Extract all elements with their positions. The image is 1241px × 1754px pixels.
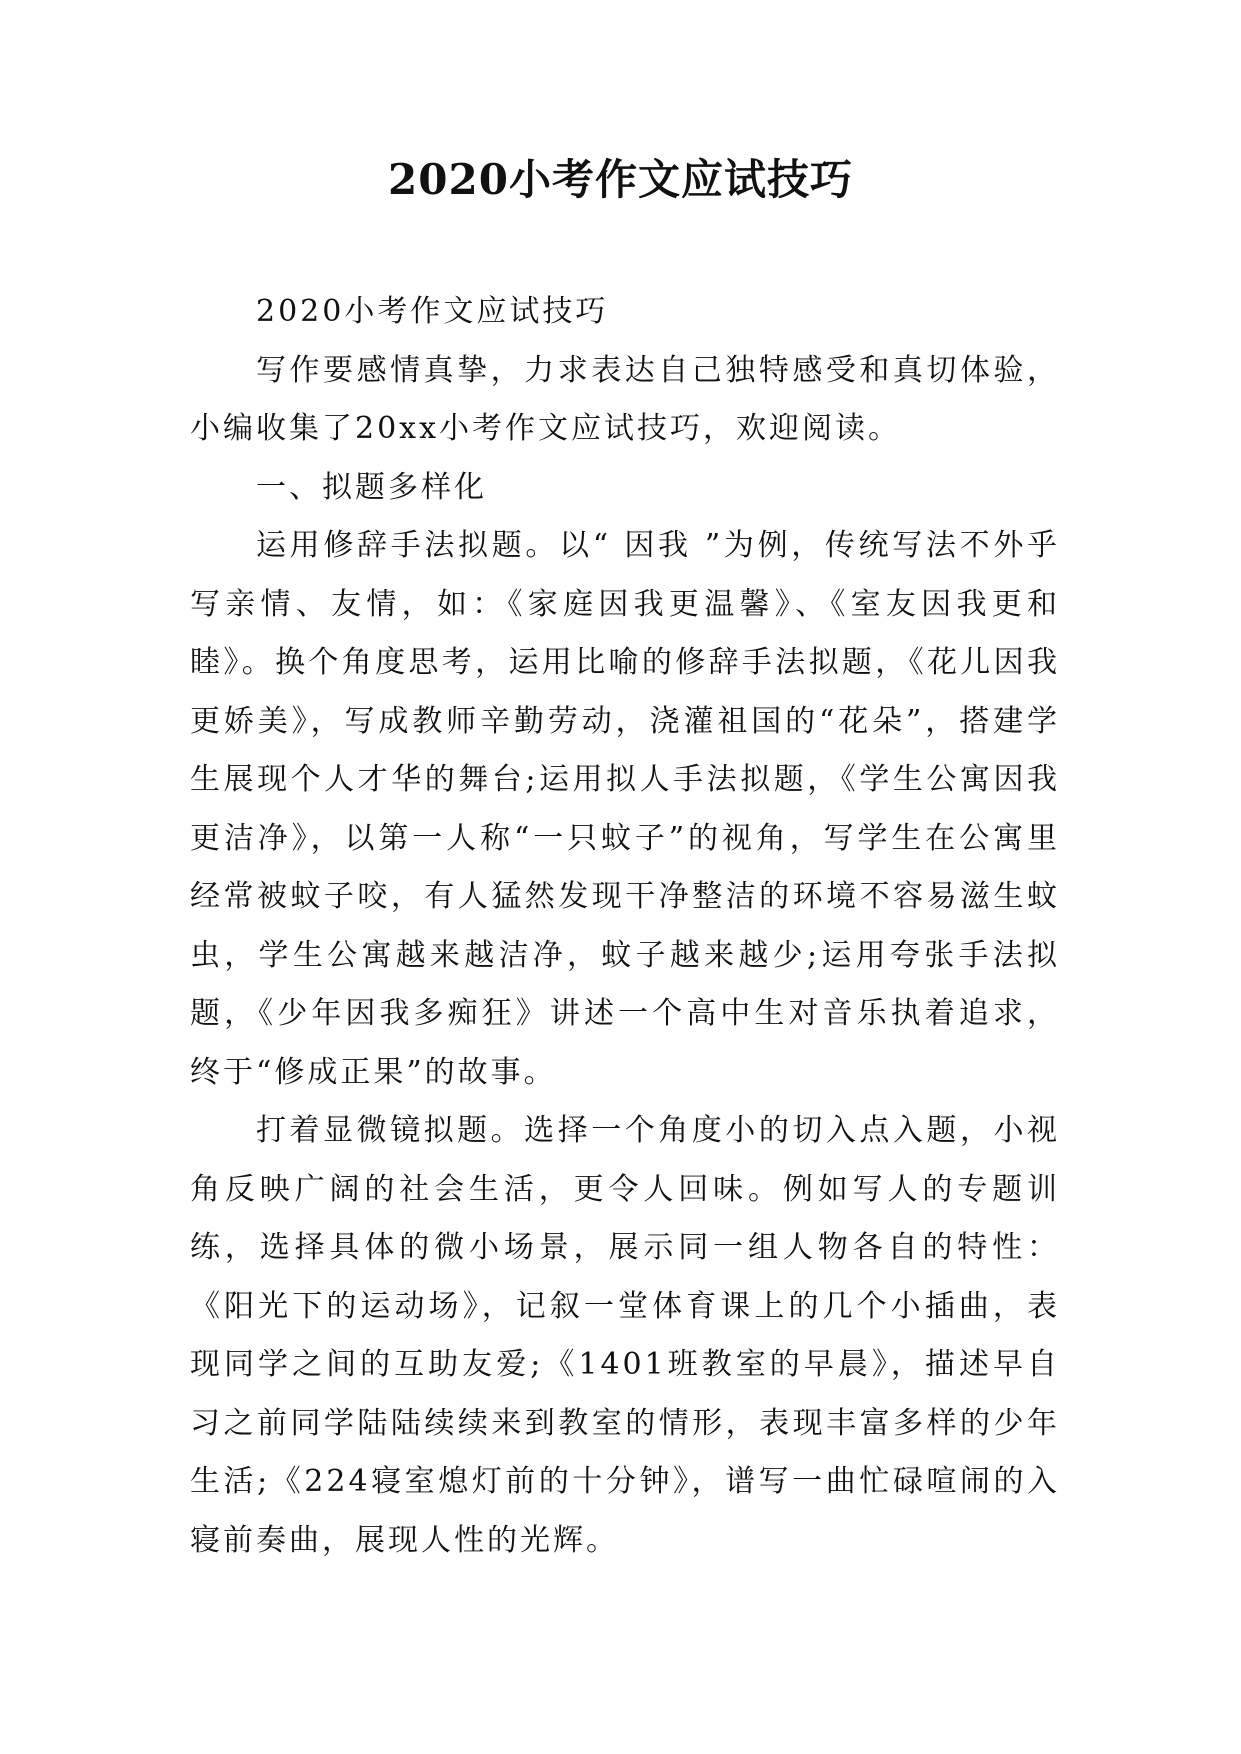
paragraph-intro: 写作要感情真挚，力求表达自己独特感受和真切体验，小编收集了20xx小考作文应试技巧，欢迎阅读。 <box>190 352 1060 446</box>
paragraph-section-heading: 一、拟题多样化 <box>256 469 487 505</box>
document-body <box>190 283 1060 1570</box>
document-title: 2020小考作文应试技巧 <box>388 155 853 204</box>
paragraph-subtitle: 2020小考作文应试技巧 <box>256 294 609 329</box>
paragraph-microscope-titles: 打着显微镜拟题。选择一个角度小的切入点入题，小视角反映广阔的社会生活，更令人回味。例如写人的专题训练，选择具体的微小场景，展示同一组人物各自的特性：《阳光下的运动场》，记叙一堂体育课上的几个小插曲，表现同学之间的互助友爱;《1401班教室的早晨》，描述早自习之前同学陆陆续续来到教室的情形，表现丰富多样的少年生活;《224寝室熄灯前的十分钟》，谱写一曲忙碌喧闹的入寝前奏曲，展现人性的光辉。 <box>190 1113 1060 1558</box>
paragraph-rhetoric-titles: 运用修辞手法拟题。以“ 因我 ”为例，传统写法不外乎写亲情、友情，如：《家庭因我更温馨》、《室友因我更和睦》。换个角度思考，运用比喻的修辞手法拟题，《花儿因我更娇美》，写成教师辛勤劳动，浇灌祖国的“花朵”，搭建学生展现个人才华的舞台;运用拟人手法拟题，《学生公寓因我更洁净》，以第一人称“一只蚊子”的视角，写学生在公寓里经常被蚊子咬，有人猛然发现干净整洁的环境不容易滋生蚊虫，学生公寓越来越洁净，蚊子越来越少;运用夸张手法拟题，《少年因我多痴狂》讲述一个高中生对音乐执着追求，终于“修成正果”的故事。 <box>190 528 1060 1090</box>
